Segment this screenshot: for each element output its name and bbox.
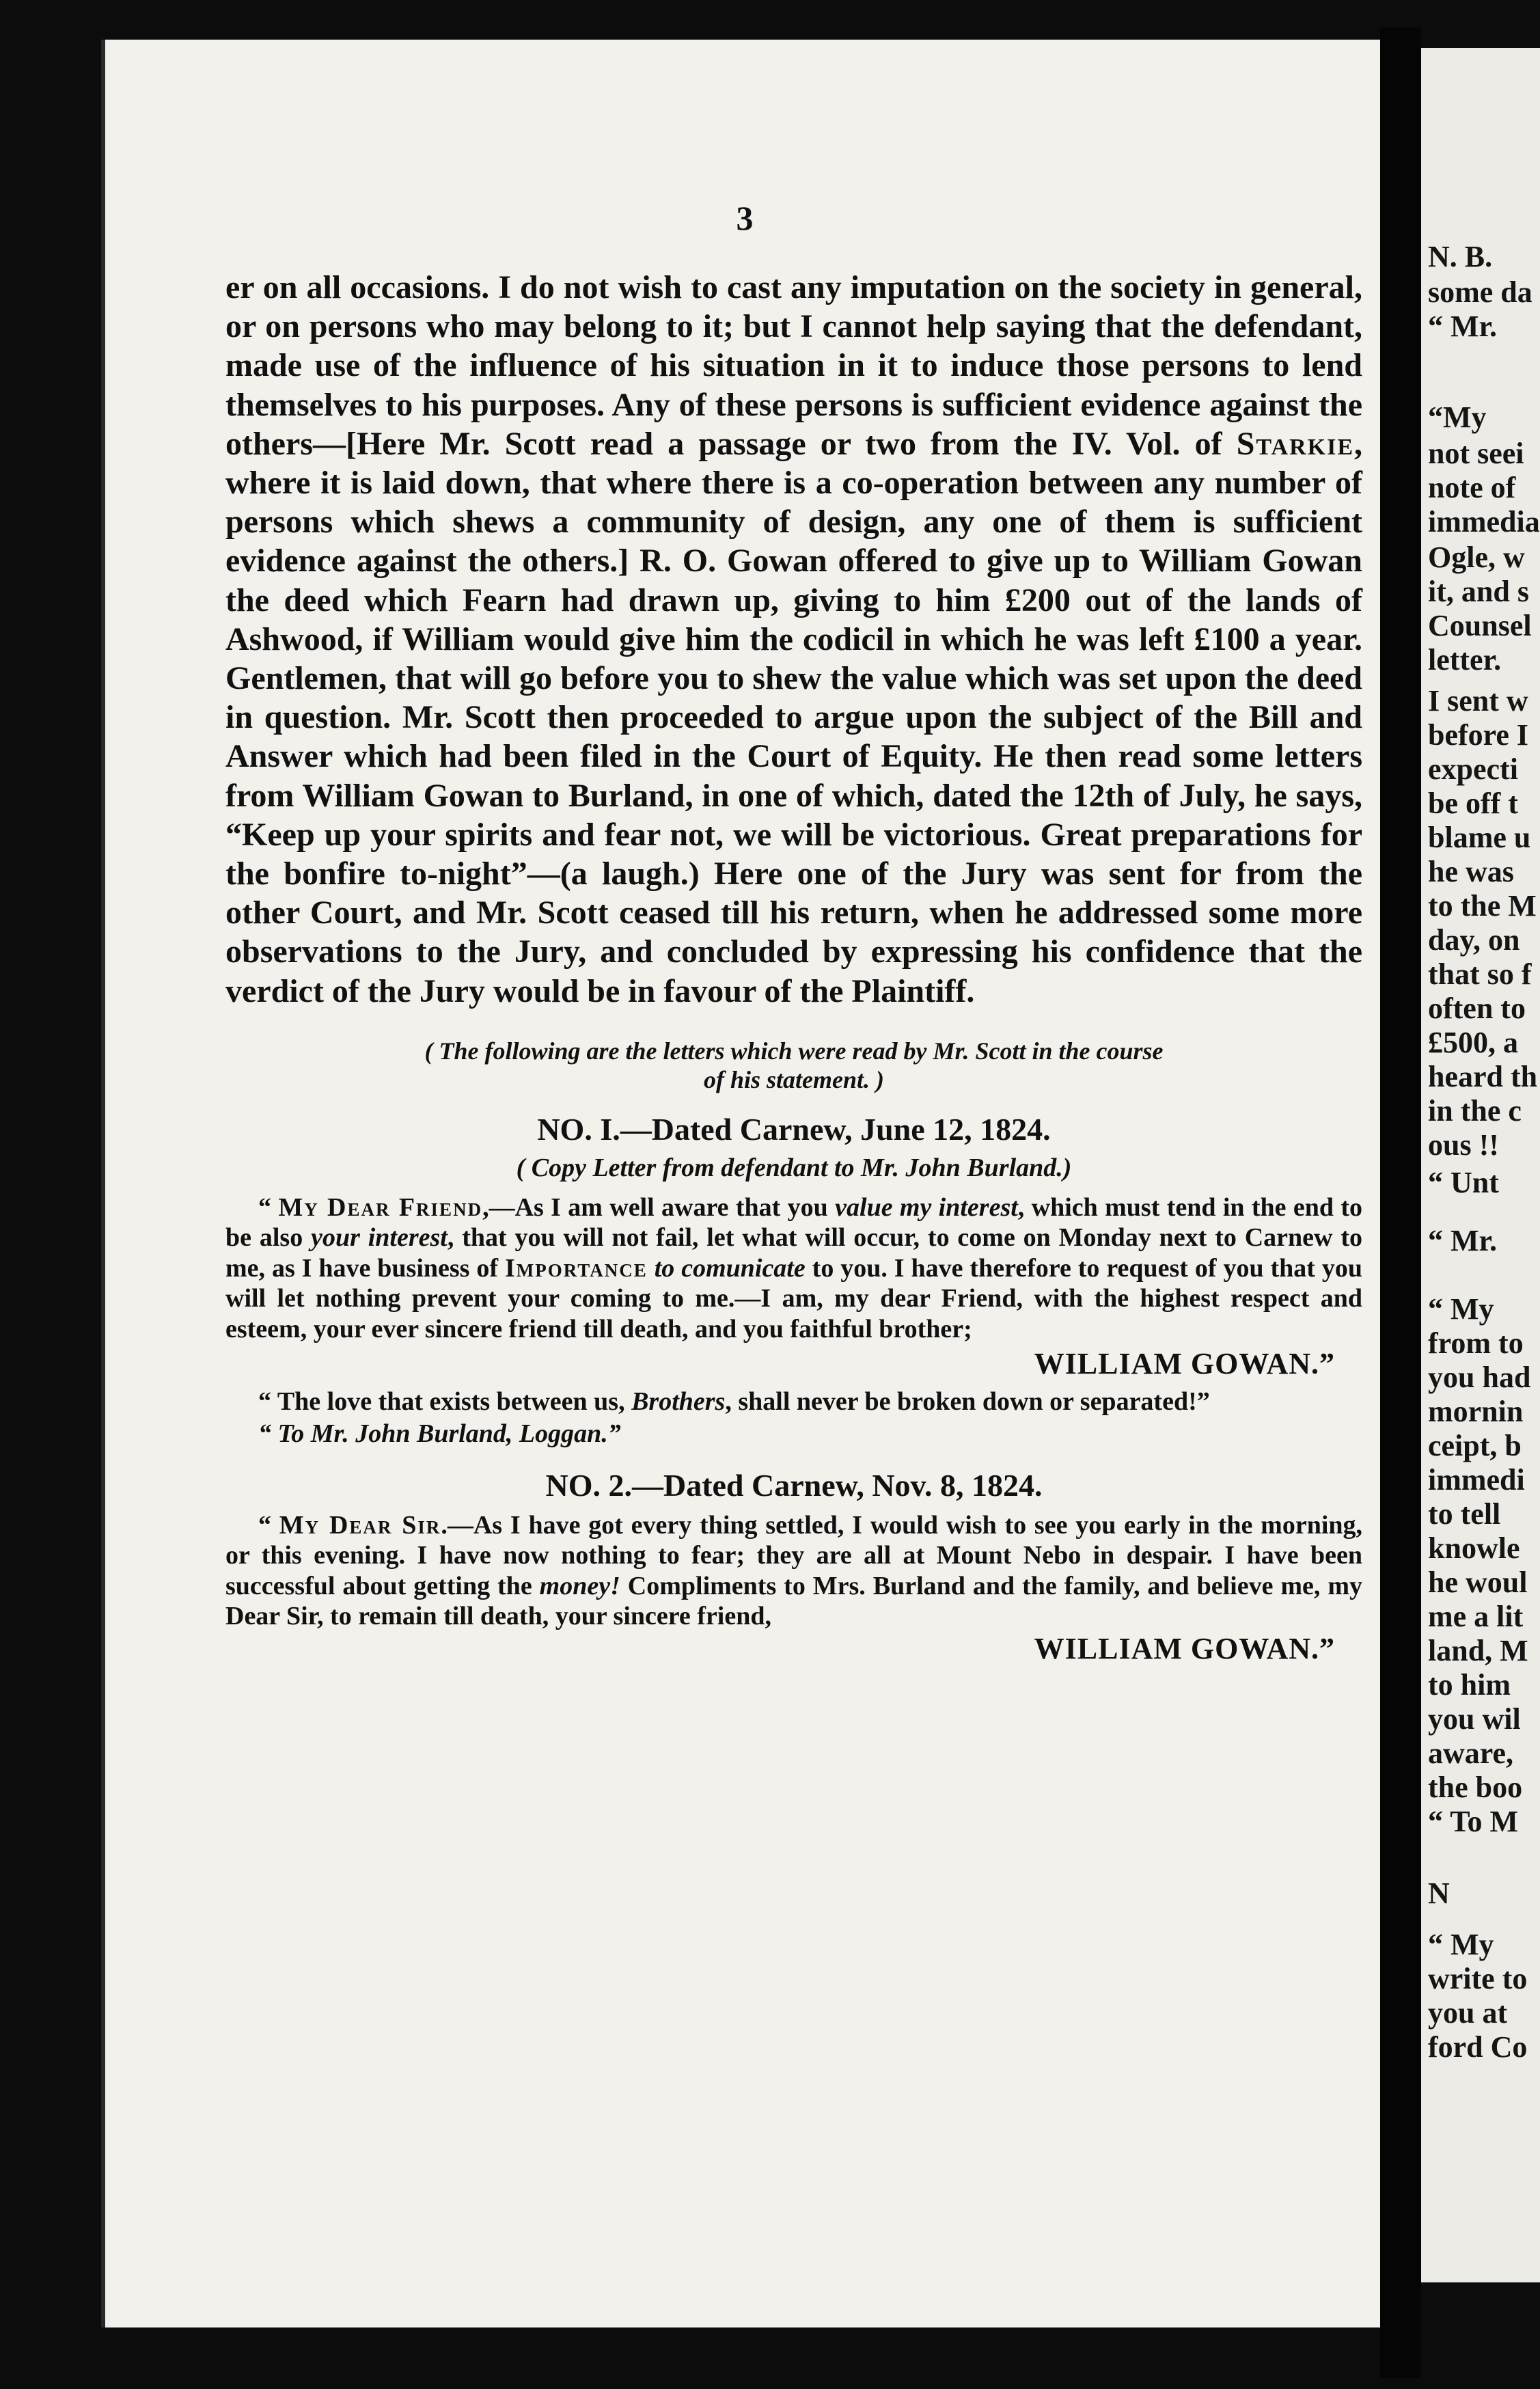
letter-1-address: “ To Mr. John Burland, Loggan.”	[258, 1419, 621, 1448]
letter-1-body-run: ,—As I am well aware that you	[482, 1192, 836, 1222]
main-paragraph-run: , where it is laid down, that where there is a co-operation between any number of persons which shews a community of design, any one of them is sufficient evidence against the others.] R. O. Gowan offered to give up to William Gowan the deed which Fearn had drawn up, giving to him £200 out of the lands of Ashwood, if William would give him the codicil in which he was left £100 a year. Gentlemen, that will go before you to shew the value which was set upon the deed in question. Mr. Scott then proceeded to argue upon the subject of the Bill and Answer which had been filed in the Court of Equity. He then read some letters from William Gowan to Burland, in one of which, dated the 12th of July, he says, “Keep up your spirits and fear not, we will be victorious. Great preparations for the bonfire to-night”—(a laugh.) Here one of the Jury was sent for from the other Court, and Mr. Scott ceased till his return, when he addressed some more observations to the Jury, and concluded by expressing his confidence that the verdict of the Jury would be in favour of the Plaintiff.	[225, 425, 1362, 1009]
facing-page-line: “ Mr.	[1428, 310, 1498, 343]
facing-page-line: before I	[1428, 718, 1529, 752]
letter-1-body-run: value my interest	[835, 1192, 1018, 1222]
letter-1-motto-run: , shall never be broken down or separated!”	[725, 1387, 1210, 1417]
letter-1-subheading: ( Copy Letter from defendant to Mr. John Burland.)	[516, 1153, 1072, 1182]
facing-page-line: it, and s	[1428, 575, 1529, 608]
main-paragraph	[225, 268, 1362, 1011]
facing-page-line: heard th	[1428, 1060, 1538, 1093]
facing-page-line: he woul	[1428, 1566, 1528, 1599]
facing-page-line: letter.	[1428, 643, 1502, 677]
letter-2-body-run: My Dear Sir	[279, 1510, 441, 1540]
letter-1-body-run: “	[258, 1192, 279, 1222]
editorial-note-line-2: of his statement. )	[703, 1065, 884, 1093]
facing-page-line: from to	[1428, 1326, 1524, 1360]
letter-1-signature: WILLIAM GOWAN.”	[1034, 1347, 1335, 1381]
facing-page-line: to tell	[1428, 1497, 1501, 1531]
letter-1-body-run: to comunicate	[654, 1253, 806, 1283]
facing-page-line: that so f	[1428, 957, 1532, 991]
letter-2-body	[225, 1510, 1362, 1632]
facing-page-line: mornin	[1428, 1395, 1524, 1428]
facing-page-line: immedi	[1428, 1463, 1525, 1497]
letter-1-body	[225, 1192, 1362, 1345]
letter-1-heading: NO. I.—Dated Carnew, June 12, 1824.	[537, 1111, 1051, 1147]
letter-2-body-run: .—As I have got every thing settled, I would wish to see you early in the morning, or this evening. I have now nothing to fear; they are all at Mount Nebo in despair. I have been successful about getting the	[225, 1510, 1363, 1600]
letter-1-body-run: to you. I have therefore to request of you that you will let nothing prevent your coming to me.—I am, my dear Friend, with the highest respect and esteem, your ever sincere friend till death, and you faithful brother;	[225, 1253, 1362, 1343]
letter-1-body-run: your interest	[311, 1223, 448, 1253]
facing-page-line: land, M	[1428, 1634, 1528, 1667]
letter-2-body-run: “	[258, 1510, 279, 1540]
facing-page-line: immedia	[1428, 505, 1540, 538]
letter-1-body-run: , which must tend in the end to be also	[225, 1192, 1362, 1253]
facing-page-line: you wil	[1428, 1702, 1521, 1736]
letter-1-body-run: My Dear Friend	[278, 1192, 483, 1222]
letter-1-body-run: , that you will not fail, let what will occur, to come on Monday next to Carnew to me, as I have business of	[225, 1223, 1362, 1283]
facing-page-line: he was	[1428, 855, 1514, 888]
letter-2-body-run: money!	[539, 1571, 620, 1600]
facing-page-line: Counsel	[1428, 609, 1532, 642]
facing-page-line: some da	[1428, 275, 1532, 309]
facing-page-line: write to	[1428, 1962, 1528, 1995]
facing-page-line: I sent w	[1428, 684, 1528, 718]
main-paragraph-run: er on all occasions. I do not wish to cast any imputation on the society in general, or on persons who may belong to it; but I cannot help saying that the defendant, made use of the influence of his situation in it to induce those persons to lend themselves to his purposes. Any of these persons is sufficient evidence against the others—[Here Mr. Scott read a passage or two from the IV. Vol. of	[225, 269, 1362, 462]
letter-2-signature: WILLIAM GOWAN.”	[1034, 1631, 1335, 1665]
facing-page-line: in the c	[1428, 1094, 1522, 1128]
facing-page-line: “ To M	[1428, 1805, 1519, 1838]
facing-page-line: ceipt, b	[1428, 1429, 1522, 1462]
facing-page-line: you had	[1428, 1361, 1531, 1394]
facing-page-line: knowle	[1428, 1531, 1520, 1565]
editorial-note	[225, 1037, 1362, 1094]
facing-page-line: “ Unt	[1428, 1166, 1499, 1199]
facing-page-line: Ogle, w	[1428, 541, 1525, 574]
facing-page-line: aware,	[1428, 1736, 1514, 1770]
facing-page-line: not seei	[1428, 437, 1524, 470]
editorial-note-line-1: ( The following are the letters which were read by Mr. Scott in the course	[424, 1037, 1164, 1065]
facing-page-line: often to	[1428, 992, 1526, 1025]
facing-page-line: ous !!	[1428, 1128, 1499, 1162]
letter-2-body-run: Compliments to Mrs. Burland and the family, and believe me, my Dear Sir, to remain till death, your sincere friend,	[225, 1571, 1362, 1631]
facing-page-line: note of	[1428, 471, 1516, 504]
facing-page-line: to the M	[1428, 889, 1537, 923]
letter-1-body-run	[648, 1254, 655, 1283]
facing-page-line: expecti	[1428, 752, 1518, 786]
letter-1-body-run: Importance	[504, 1253, 648, 1283]
facing-page-fragment	[1421, 48, 1540, 2282]
facing-page-line: me a lit	[1428, 1600, 1524, 1633]
facing-page-line: N. B.	[1428, 240, 1493, 273]
facing-page-line: be off t	[1428, 787, 1518, 820]
facing-page-line: to him	[1428, 1668, 1511, 1702]
facing-page-line: blame u	[1428, 821, 1531, 854]
book-spine-shadow	[1380, 27, 1421, 2378]
page-body	[225, 268, 1362, 1666]
facing-page-line: “ Mr.	[1428, 1224, 1498, 1257]
letter-2-heading: NO. 2.—Dated Carnew, Nov. 8, 1824.	[545, 1467, 1043, 1503]
facing-page-line: N	[1428, 1876, 1450, 1910]
letter-1-motto-run: Brothers	[631, 1387, 726, 1417]
facing-page-line: £500, a	[1428, 1026, 1518, 1059]
facing-page-line: “ My	[1428, 1292, 1494, 1326]
letter-1-motto-run: “ The love that exists between us,	[258, 1387, 632, 1417]
facing-page-line: “ My	[1428, 1928, 1494, 1961]
facing-page-line: ford Co	[1428, 2030, 1528, 2064]
facing-page-line: the boo	[1428, 1771, 1523, 1804]
main-paragraph-run: Starkie	[1236, 425, 1354, 462]
facing-page-line: “My	[1428, 400, 1487, 434]
page-number: 3	[736, 199, 754, 237]
facing-page-line: you at	[1428, 1996, 1508, 2030]
letter-1-motto	[225, 1387, 1362, 1417]
facing-page-line: day, on	[1428, 923, 1520, 957]
